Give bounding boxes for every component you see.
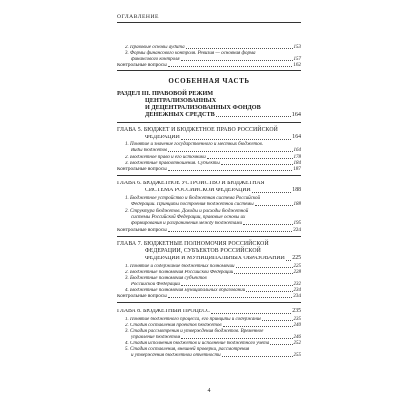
toc-item-continued[interactable]: формирования и разграничения между бюджетами 195 [131,221,301,226]
toc-item[interactable]: 3. Формы финансового контроля. Ревизия — основная форма [125,51,256,56]
toc-item[interactable]: 3. Бюджетные правоотношения. Субъекты 184 [125,161,301,166]
toc-chapter-entry[interactable]: ФЕДЕРАЦИИ И МУНИЦИПАЛЬНЫХ ОБРАЗОВАНИЙ 225 [145,255,301,261]
toc-control-questions[interactable]: Контрольные вопросы 224 [117,227,301,233]
toc-chapter-entry[interactable]: СИСТЕМА РОССИЙСКОЙ ФЕДЕРАЦИИ 188 [145,187,301,193]
header-rule [117,22,301,23]
toc-control-questions[interactable]: Контрольные вопросы 162 [117,62,301,68]
toc-item-continued[interactable]: Российской Федерации 232 [131,282,301,287]
toc-item[interactable]: 2. Структура бюджетов. Доходы и расходы бюджетной [125,209,249,214]
toc-item[interactable]: 1. Понятие бюджетного процесса, его принципы и содержание 235 [125,317,301,322]
divider-rule [117,175,301,176]
toc-item-continued[interactable]: системы Российской Федерации, правовые основы их [131,215,246,220]
divider-rule [117,70,301,71]
toc-item-continued[interactable]: управление бюджетом 246 [131,335,301,340]
toc-item-continued[interactable]: финансового контроля 157 [131,57,301,62]
section-title-line: ЦЕНТРАЛИЗОВАННЫХ [145,97,217,104]
toc-item[interactable]: 1. Понятие и значение государственного и местных бюджетов. [125,142,264,147]
chapter-title-line: ГЛАВА 7. БЮДЖЕТНЫЕ ПОЛНОМОЧИЯ РОССИЙСКОЙ [117,241,269,247]
divider-rule [117,302,301,303]
toc-item-continued[interactable]: и утверждения бюджетной отчетности 255 [131,353,301,358]
divider-rule [117,122,301,123]
running-header: ОГЛАВЛЕНИЕ [117,14,159,20]
page-number: 4 [207,388,211,394]
toc-control-questions[interactable]: Контрольные вопросы 234 [117,293,301,299]
toc-item[interactable]: 4. Стадия исполнения бюджетов и исполнение бюджетного учета 252 [125,341,301,346]
toc-section-entry[interactable]: ДЕНЕЖНЫХ СРЕДСТВ 164 [145,111,301,118]
section-title-line: РАЗДЕЛ III. ПРАВОВОЙ РЕЖИМ [117,90,214,97]
toc-item[interactable]: 4. Бюджетные полномочия муниципальных образований 234 [125,288,301,293]
toc-chapter-entry[interactable]: ГЛАВА 6. БЮДЖЕТНОЕ УСТРОЙСТВО И БЮДЖЕТНАЯ [117,181,265,186]
section-title-line: И ДЕЦЕНТРАЛИЗОВАННЫХ ФОНДОВ [145,104,261,111]
chapter-title-line: ФЕДЕРАЦИИ, СУБЪЕКТОВ РОССИЙСКОЙ [145,248,261,254]
part-title: ОСОБЕННАЯ ЧАСТЬ [168,77,250,85]
toc-item-continued[interactable]: Виды бюджетов 164 [131,148,301,153]
toc-item[interactable]: 2. Бюджетные полномочия Российской Федерации 228 [125,270,301,275]
toc-item[interactable]: 1. Понятие и содержание бюджетных полномочий 225 [125,264,301,269]
chapter-title-line: ГЛАВА 5. БЮДЖЕТ И БЮДЖЕТНОЕ ПРАВО РОССИЙСКОЙ [117,127,278,133]
toc-item[interactable]: 2. Стадия составления проектов бюджетов 240 [125,323,301,328]
toc-item[interactable]: 5. Стадия составления, внешней проверки, рассмотрения [125,347,250,352]
toc-item[interactable]: 2. Правовые основы аудита 153 [125,45,301,50]
toc-item[interactable]: 2. Бюджетное право и его источники 178 [125,155,301,160]
toc-chapter-entry[interactable]: ФЕДЕРАЦИИ 164 [145,134,301,140]
toc-item-continued[interactable]: Федерации. Принципы построения бюджетной системы 188 [131,202,301,207]
toc-item[interactable]: 3. Стадия рассмотрения и утверждения бюджетов. Временное [125,329,264,334]
toc-chapter-entry[interactable]: ГЛАВА 8. БЮДЖЕТНЫЙ ПРОЦЕСС 235 [117,308,301,314]
toc-item[interactable]: 3. Бюджетные полномочия субъектов [125,276,207,281]
toc-control-questions[interactable]: Контрольные вопросы 187 [117,166,301,172]
toc-item[interactable]: 1. Бюджетное устройство и бюджетная система Российской [125,196,261,201]
divider-rule [117,236,301,237]
